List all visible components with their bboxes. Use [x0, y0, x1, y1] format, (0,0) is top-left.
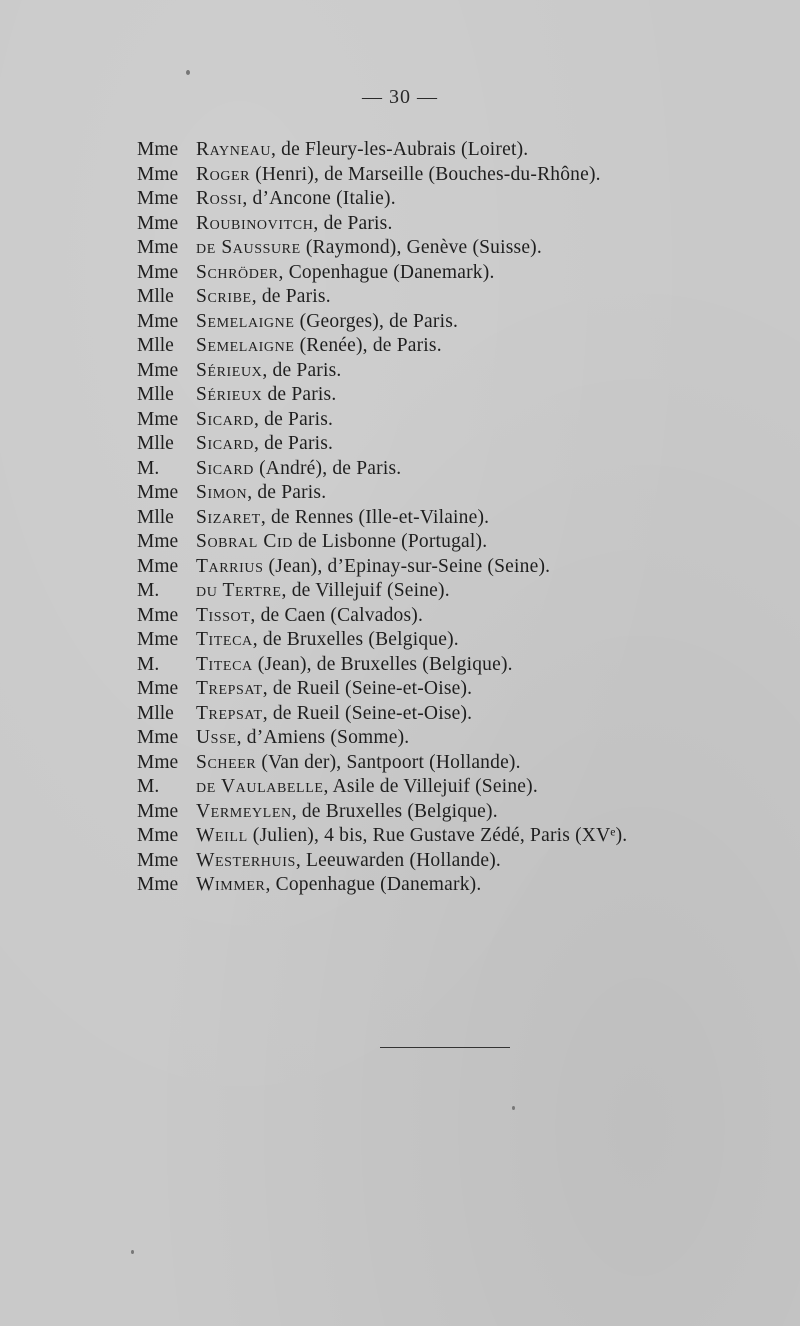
- entry-title: Mlle: [137, 384, 174, 405]
- list-item: [137, 604, 787, 629]
- list-item: [137, 481, 787, 506]
- entry-details: (Georges), de Paris.: [294, 310, 459, 332]
- paper-speck: [186, 70, 190, 75]
- list-item: [137, 359, 787, 384]
- entry-title: Mme: [137, 604, 179, 626]
- entry-title: Mme: [137, 139, 179, 160]
- entry-name: Sizaret: [196, 506, 261, 528]
- entry-name: du Tertre: [196, 580, 282, 601]
- entry-title: Mme: [137, 163, 179, 185]
- entry-name: Titeca: [196, 629, 253, 650]
- list-item: [137, 677, 787, 702]
- entry-name: Rossi: [196, 188, 243, 209]
- list-item: [137, 530, 787, 555]
- entry-title: M.: [137, 580, 160, 601]
- entry-title: Mme: [137, 212, 179, 234]
- entry-title: Mlle: [137, 335, 174, 356]
- entry-title: Mme: [137, 678, 179, 699]
- entry-name: Tissot: [196, 604, 251, 626]
- entry-name: Sicard: [196, 408, 255, 430]
- list-item: [137, 310, 787, 335]
- entry-name: Tarrius: [196, 555, 264, 577]
- entry-details: (Jean), d’Epinay-sur-Seine (Seine).: [263, 555, 551, 577]
- list-item: [137, 236, 787, 261]
- entry-details: , de Paris.: [247, 482, 327, 503]
- entry-details: , de Caen (Calvados).: [250, 604, 424, 626]
- entry-title: Mme: [137, 531, 179, 552]
- entry-name: Scribe: [196, 286, 252, 307]
- list-item: [137, 285, 787, 310]
- list-item: [137, 800, 787, 825]
- entry-name: Semelaigne: [196, 335, 295, 356]
- entry-details: , de Rueil (Seine-et-Oise).: [262, 702, 473, 724]
- entry-details: , de Rueil (Seine-et-Oise).: [262, 678, 473, 699]
- entry-details: de Lisbonne (Portugal).: [292, 531, 488, 552]
- entry-title: Mlle: [137, 506, 174, 528]
- entry-title: Mme: [137, 727, 179, 748]
- entry-details: , Leeuwarden (Hollande).: [295, 849, 501, 871]
- list-item: [137, 751, 787, 776]
- entry-name: Scheer: [196, 751, 257, 773]
- list-item: [137, 334, 787, 359]
- list-item: [137, 775, 787, 800]
- list-item: [137, 138, 787, 163]
- entry-details: , Copenhague (Danemark).: [265, 874, 482, 895]
- entry-title: Mme: [137, 408, 179, 430]
- entry-name: Vermeylen: [196, 800, 292, 822]
- entry-name: Sobral Cid: [196, 531, 293, 552]
- entry-title: Mme: [137, 629, 179, 650]
- entry-name: Trepsat: [196, 702, 263, 724]
- entry-name: Roubinovitch: [196, 212, 314, 234]
- entry-details: , de Rennes (Ille-et-Vilaine).: [260, 506, 490, 528]
- entry-details: , de Paris.: [262, 359, 342, 381]
- entry-title: Mme: [137, 874, 179, 895]
- list-item: [137, 628, 787, 653]
- entry-details: , de Paris.: [254, 408, 334, 430]
- entry-name: Roger: [196, 163, 251, 185]
- entry-details: , de Paris.: [254, 433, 334, 454]
- entry-name: Rayneau: [196, 139, 272, 160]
- entry-title: Mme: [137, 825, 179, 846]
- member-list: [137, 138, 787, 898]
- entry-details: , Asile de Villejuif (Seine).: [323, 776, 538, 797]
- entry-title: M.: [137, 653, 160, 675]
- list-item: [137, 212, 787, 237]
- list-item: [137, 579, 787, 604]
- entry-title: Mme: [137, 310, 179, 332]
- entry-title: Mme: [137, 188, 179, 209]
- list-item: [137, 383, 787, 408]
- entry-name: Westerhuis: [196, 849, 296, 871]
- entry-title: Mlle: [137, 433, 174, 454]
- entry-title: M.: [137, 776, 160, 797]
- entry-name: Sérieux: [196, 359, 263, 381]
- entry-name: Wimmer: [196, 874, 266, 895]
- entry-name: Titeca: [196, 653, 253, 675]
- entry-name: de Vaulabelle: [196, 776, 324, 797]
- closing-rule: [380, 1047, 510, 1048]
- entry-details: , de Villejuif (Seine).: [281, 580, 450, 601]
- entry-details: (Julien), 4 bis, Rue Gustave Zédé, Paris (XVᵉ).: [247, 825, 628, 846]
- entry-name: Weill: [196, 825, 248, 846]
- entry-details: (Renée), de Paris.: [294, 335, 442, 356]
- entry-name: Semelaigne: [196, 310, 295, 332]
- entry-details: , Copenhague (Danemark).: [278, 261, 495, 283]
- entry-name: Schröder: [196, 261, 279, 283]
- entry-details: , de Paris.: [251, 286, 331, 307]
- list-item: [137, 261, 787, 286]
- entry-title: Mme: [137, 751, 179, 773]
- entry-details: (Van der), Santpoort (Hollande).: [256, 751, 521, 773]
- entry-details: (Henri), de Marseille (Bouches-du-Rhône).: [250, 163, 601, 185]
- entry-name: Sicard: [196, 457, 255, 479]
- list-item: [137, 163, 787, 188]
- entry-name: Simon: [196, 482, 248, 503]
- list-item: [137, 555, 787, 580]
- entry-details: (Jean), de Bruxelles (Belgique).: [252, 653, 513, 675]
- entry-title: Mme: [137, 800, 179, 822]
- entry-title: Mme: [137, 849, 179, 871]
- entry-details: (André), de Paris.: [254, 457, 402, 479]
- entry-details: , de Fleury-les-Aubrais (Loiret).: [271, 139, 529, 160]
- list-item: [137, 726, 787, 751]
- entry-title: Mme: [137, 237, 179, 258]
- entry-details: , de Bruxelles (Belgique).: [291, 800, 498, 822]
- entry-name: Sicard: [196, 433, 255, 454]
- entry-name: Usse: [196, 727, 237, 748]
- entry-title: Mme: [137, 261, 179, 283]
- entry-title: Mlle: [137, 702, 174, 724]
- entry-name: Trepsat: [196, 678, 263, 699]
- entry-title: M.: [137, 457, 160, 479]
- entry-details: , de Paris.: [313, 212, 393, 234]
- entry-details: de Paris.: [262, 384, 337, 405]
- entry-title: Mme: [137, 555, 179, 577]
- list-item: [137, 187, 787, 212]
- entry-name: de Saussure: [196, 237, 301, 258]
- list-item: [137, 824, 787, 849]
- list-item: [137, 849, 787, 874]
- entry-title: Mlle: [137, 286, 174, 307]
- entry-details: , d’Amiens (Somme).: [236, 727, 410, 748]
- list-item: [137, 873, 787, 898]
- entry-title: Mme: [137, 482, 179, 503]
- entry-details: , d’Ancone (Italie).: [242, 188, 396, 209]
- page-number: — 30 —: [362, 86, 438, 108]
- entry-name: Sérieux: [196, 384, 263, 405]
- list-item: [137, 653, 787, 678]
- list-item: [137, 506, 787, 531]
- paper-speck: [512, 1106, 515, 1110]
- list-item: [137, 408, 787, 433]
- list-item: [137, 702, 787, 727]
- entry-title: Mme: [137, 359, 179, 381]
- paper-speck: [131, 1250, 134, 1254]
- list-item: [137, 457, 787, 482]
- entry-details: (Raymond), Genève (Suisse).: [300, 237, 542, 258]
- entry-details: , de Bruxelles (Belgique).: [252, 629, 459, 650]
- list-item: [137, 432, 787, 457]
